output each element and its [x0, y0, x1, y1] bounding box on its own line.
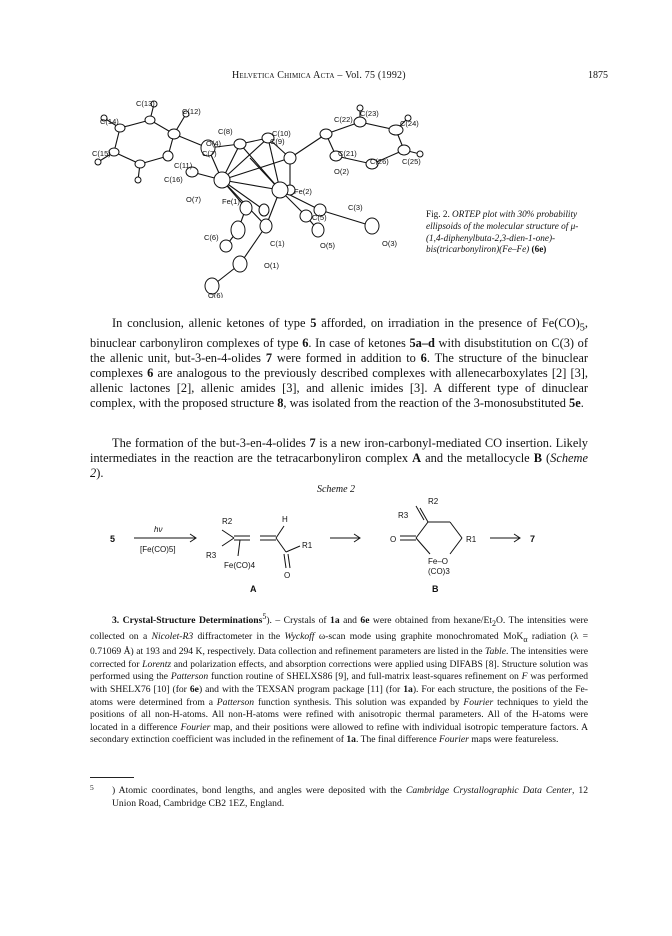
- scheme-start-compound: 5: [110, 534, 116, 544]
- section-crystal-structure: [90, 611, 588, 747]
- italic-text: F: [521, 671, 528, 683]
- compound-ref: 5e: [569, 396, 581, 411]
- text: are analogous to the previously described complexes with allenecarboxylates [2] [3], allenic lactones [2], allenic amides [3], and allenic imides [3]. A different type of dinuclear complex, with the proposed structure: [90, 366, 589, 411]
- atom-label: C(23): [360, 109, 379, 118]
- text: ) and with the TEXSAN program package [11] (for: [198, 683, 404, 695]
- text: and polarization effects, and absorption corrections were applied using DIFABS [8]. Structure solution was performed using the: [90, 658, 588, 683]
- text: . The structure of the binuclear complexes: [90, 350, 588, 381]
- atom-label: O(5): [320, 241, 335, 250]
- italic-text: Fourier: [180, 721, 211, 733]
- italic-text: Wyckoff: [284, 630, 315, 642]
- scheme-ref: Scheme 2: [90, 451, 589, 481]
- text: with disubstitution on C(3) of the allenic unit, but-3-en-4-olides: [90, 335, 588, 365]
- scheme-diagram: [110, 496, 580, 596]
- ortep-figure: [90, 98, 440, 298]
- text: and the metallocycle: [421, 451, 534, 466]
- text: The formation of the but-3-en-4-olides: [112, 436, 310, 450]
- atom-label: O(3): [382, 239, 397, 248]
- text: .: [580, 396, 584, 411]
- compound-ref: 1a: [403, 683, 413, 695]
- atom-label: C(22): [334, 115, 353, 124]
- footnote-mark: 5: [90, 783, 94, 792]
- scheme-product: 7: [530, 534, 536, 544]
- caption-compound: (6e): [531, 244, 547, 255]
- compound-ref: 5a–d: [409, 335, 435, 350]
- atom-label: C(9): [270, 137, 285, 146]
- text: were formed in addition to: [272, 350, 421, 365]
- text: O. The intensities were collected on a: [90, 615, 588, 642]
- text: afforded, on irradiation in the presence of Fe(CO): [316, 316, 580, 330]
- scheme-r2: R2: [222, 517, 233, 526]
- text: maps were featureless.: [468, 734, 559, 746]
- italic-text: Cambridge Crystallographic Data Center: [405, 785, 572, 796]
- scheme-h: H: [282, 515, 288, 524]
- scheme-hv: hν: [154, 525, 163, 534]
- text: ) Atomic coordinates, bond lengths, and angles were deposited with the: [112, 785, 406, 796]
- atom-label: Fe(2): [294, 187, 312, 196]
- text: function routine of SHELXS86 [9], and full-matrix least-squares refinement on: [208, 671, 522, 683]
- subscript: 2: [492, 619, 496, 629]
- scheme-r1: R1: [466, 535, 477, 544]
- text: function synthesis. This solution was expanded by: [254, 696, 464, 708]
- text: , was isolated from the reaction of the 3-monosubstituted: [283, 396, 570, 411]
- subscript: 5: [579, 322, 585, 334]
- header-separator: –: [337, 70, 343, 81]
- atom-label: O(6): [208, 291, 223, 298]
- scheme-fe-co4: Fe(CO)4: [224, 561, 256, 570]
- journal-volume: Vol. 75 (1992): [345, 70, 406, 81]
- text: , 12 Union Road, Cambridge CB2 1EZ, England.: [112, 785, 588, 809]
- footnote-ref: 5: [262, 612, 267, 621]
- reaction-scheme: [110, 496, 580, 596]
- scheme-reagent: [Fe(CO)5]: [140, 545, 176, 554]
- scheme-r2: R2: [428, 497, 439, 506]
- compound-ref: 6: [302, 335, 309, 350]
- compound-ref: 5: [310, 316, 317, 330]
- caption-figure-number: Fig. 2.: [426, 209, 450, 219]
- atom-label: O(2): [334, 167, 349, 176]
- atom-label: C(6): [204, 233, 219, 242]
- text: ω-scan mode using graphite monochromated MoK: [314, 630, 524, 642]
- atom-label: C(24): [400, 119, 419, 128]
- scheme-r3: R3: [398, 511, 409, 520]
- text: ). – Crystals of: [266, 615, 331, 627]
- running-head: [232, 70, 406, 81]
- atom-label: C(26): [370, 157, 389, 166]
- atom-label: C(10): [272, 129, 291, 138]
- page-number: 1875: [588, 70, 608, 81]
- atom-label: C(25): [402, 157, 421, 166]
- scheme-title: Scheme 2: [316, 484, 356, 495]
- subscript: α: [523, 634, 528, 644]
- scheme-r3: R3: [206, 551, 217, 560]
- compound-ref: 6e: [360, 615, 370, 627]
- body-paragraph-1: [90, 316, 588, 412]
- footnote: [90, 785, 588, 810]
- italic-text: Patterson: [216, 696, 255, 708]
- text: and: [339, 615, 361, 627]
- italic-text: Fourier: [439, 734, 469, 746]
- text: ).: [96, 466, 104, 481]
- compound-ref: 6: [420, 350, 427, 365]
- atom-label: C(12): [182, 107, 201, 116]
- atom-label: C(11): [174, 161, 193, 170]
- atom-label: C(7): [202, 149, 217, 158]
- figure-caption: [426, 209, 588, 256]
- text: was performed with SHELX76 [10] (for: [90, 671, 589, 695]
- atom-label: C(8): [218, 127, 233, 136]
- atom-label: C(15): [92, 149, 111, 158]
- atom-label: O(7): [186, 195, 201, 204]
- body-paragraph-2: [90, 436, 588, 482]
- text: map, and their positions were allowed to refine with individual isotropic temperature factors. A secondary extinction coefficient was included in the refinement of: [90, 721, 588, 746]
- text: radiation (λ = 0.71069 Å) at 193 and 294 K, respectively. Data collection and refinement parameters are listed in the: [90, 630, 588, 658]
- compound-ref: 1a: [346, 734, 356, 746]
- italic-text: Patterson: [170, 671, 209, 683]
- compound-ref: 7: [265, 350, 273, 365]
- text: . The final difference: [355, 734, 439, 746]
- atom-label: C(13): [136, 99, 155, 108]
- footnote-text: [90, 785, 588, 810]
- atom-label: C(16): [164, 175, 183, 184]
- text: were obtained from hexane/Et: [369, 615, 492, 627]
- scheme-r1: R1: [302, 541, 313, 550]
- text: diffractometer in the: [193, 630, 285, 642]
- caption-text: plot with 30% probability ellipsoids of the molecular structure of μ-(1,4-diphenylbuta-2,3-dien-1-one)-bis(tricarbonyliron)(Fe–Fe): [426, 209, 579, 255]
- atom-label: O(4): [206, 139, 221, 148]
- compound-ref: 7: [309, 436, 316, 450]
- atom-label: C(1): [270, 239, 285, 248]
- compound-ref: 6e: [189, 683, 199, 695]
- compound-ref: B: [533, 451, 542, 466]
- footnote-rule: [90, 777, 134, 778]
- atom-label: C(3): [348, 203, 363, 212]
- atom-label: C(14): [100, 117, 119, 126]
- text: . The intensities were corrected for: [90, 646, 588, 670]
- text: , binuclear carbonyliron complexes of type: [90, 316, 589, 350]
- caption-ortep: ORTEP: [452, 209, 481, 219]
- scheme-co3: (CO)3: [428, 567, 450, 576]
- italic-text: Lorentz: [142, 658, 172, 670]
- journal-name: Helvetica Chimica Acta: [232, 70, 335, 81]
- scheme-label-a: A: [250, 584, 257, 594]
- atom-label: C(5): [312, 213, 327, 222]
- compound-ref: 6: [147, 366, 154, 381]
- compound-ref: 8: [277, 396, 284, 411]
- scheme-o: O: [390, 535, 397, 544]
- italic-text: Nicolet-R3: [151, 630, 194, 642]
- ortep-plot: [90, 98, 440, 298]
- atom-label: Fe(1): [222, 197, 240, 206]
- scheme-fe-o: Fe–O: [428, 557, 449, 566]
- text: is a new iron-carbonyl-mediated CO insertion. Likely intermediates in the reaction are the tetracarbonyliron complex: [90, 436, 588, 466]
- text: In conclusion, allenic ketones of type: [112, 316, 311, 330]
- text: (: [541, 451, 551, 466]
- atom-label: O(1): [264, 261, 279, 270]
- text: techniques to yield the positions of all non-H-atoms. All non-H-atoms were refined with anisotropic thermal parameters. All of the H-atoms were located in a difference: [90, 696, 588, 733]
- text: ). For each structure, the positions of the Fe-atoms were determined from a: [90, 683, 589, 708]
- scheme-o: O: [284, 571, 291, 580]
- italic-text: Table: [484, 646, 506, 658]
- text: . In case of ketones: [308, 335, 410, 350]
- scheme-label-b: B: [432, 584, 439, 594]
- compound-ref: 1a: [330, 615, 340, 627]
- italic-text: Fourier: [463, 696, 494, 708]
- atom-label: C(21): [338, 149, 357, 158]
- section-heading: 3. Crystal-Structure Determinations: [112, 615, 263, 627]
- compound-ref: A: [412, 451, 422, 466]
